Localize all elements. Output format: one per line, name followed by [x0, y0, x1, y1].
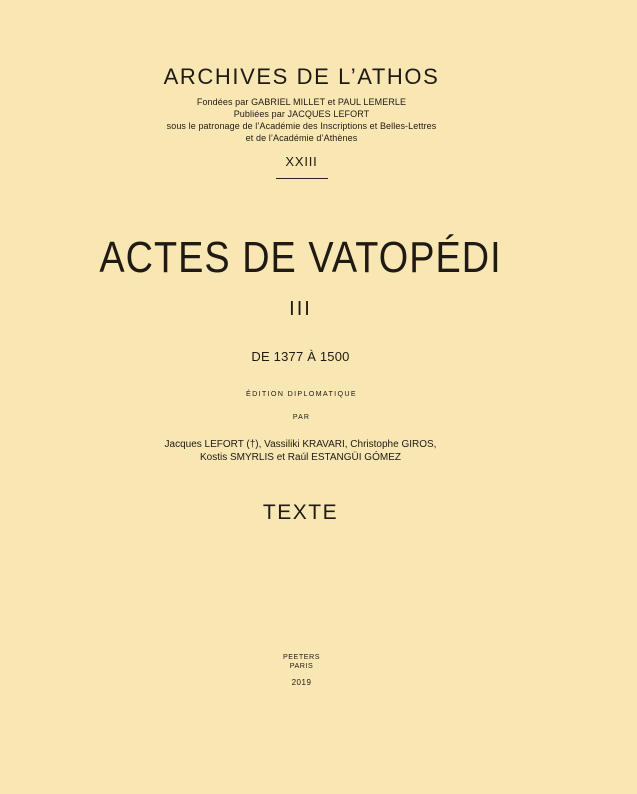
series-publisher: Publiées par JACQUES LEFORT — [233, 109, 370, 119]
series-divider — [276, 178, 328, 179]
book-part: TEXTE — [262, 501, 339, 524]
series-patronage: sous le patronage de l’Académie des Inscriptions et Belles-Lettres — [166, 121, 437, 131]
book-volume: III — [289, 298, 312, 320]
series-academy: et de l’Académie d’Athènes — [245, 133, 358, 143]
edition-label: ÉDITION DIPLOMATIQUE — [246, 389, 357, 398]
book-title: ACTES DE VATOPÉDI — [99, 233, 502, 282]
series-title: ARCHIVES DE L’ATHOS — [163, 64, 440, 89]
authors-line-1: Jacques LEFORT (†), Vassiliki KRAVARI, Christophe GIROS, — [164, 439, 437, 450]
publisher-name: PEETERS — [282, 652, 321, 661]
series-founders: Fondées par GABRIEL MILLET et PAUL LEMERLE — [196, 97, 407, 107]
par-label: PAR — [292, 414, 311, 421]
publication-place: PARIS — [289, 661, 314, 670]
authors-line-2: Kostis SMYRLIS et Raúl ESTANGÜI GÓMEZ — [200, 452, 401, 463]
book-date-range: DE 1377 À 1500 — [251, 349, 350, 364]
series-number: XXIII — [285, 154, 318, 169]
publication-year: 2019 — [291, 678, 312, 687]
